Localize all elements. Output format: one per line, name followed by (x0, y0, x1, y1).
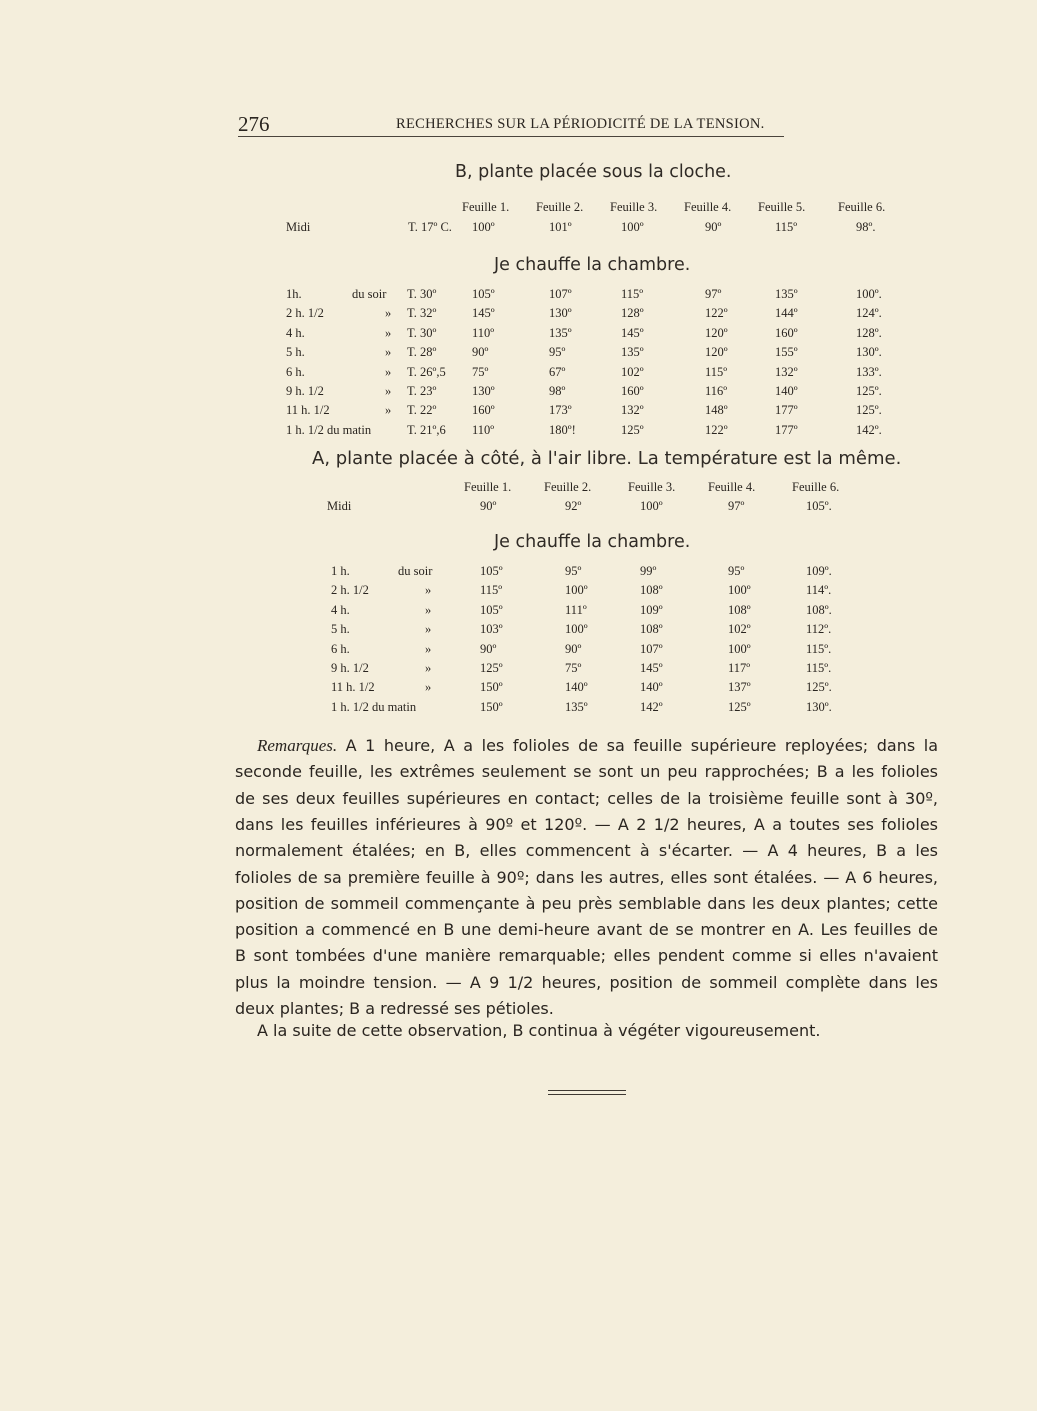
table-b-cell: 115º (705, 364, 728, 379)
table-a-row-time: 6 h. (331, 641, 350, 656)
table-b-row-note: » (385, 345, 392, 360)
table-a-midi-value: 90º (480, 499, 497, 513)
table-a-cell: 117º (728, 661, 751, 675)
table-b-midi-value: 115º (775, 220, 798, 234)
table-a-midi-value: 92º (565, 499, 582, 513)
table-b-cell: 120º (705, 345, 728, 360)
table-a-row-note: » (425, 583, 432, 598)
table-b-cell: 173º (549, 403, 572, 418)
table-b-row-note: du soir (352, 287, 387, 301)
table-b-cell: 128º. (856, 325, 882, 340)
table-b-subtitle: Je chauffe la chambre. (494, 255, 691, 275)
table-b-cell: 90º (472, 345, 489, 360)
table-b-cell: 132º (775, 364, 798, 379)
page-number: 276 (238, 112, 270, 136)
table-a-cell: 108º. (806, 602, 832, 617)
table-b-header: Feuille 6. (838, 200, 886, 214)
table-b-cell: 142º. (856, 422, 882, 437)
table-a-row-note: du soir (398, 564, 433, 578)
remarks-line: dans les feuilles inférieures à 90º et 120º. — A 2 1/2 heures, A a toutes ses folioles (235, 814, 938, 834)
table-b-cell: 110º (472, 325, 495, 340)
table-a-header: Feuille 3. (628, 480, 676, 494)
table-b-cell: 130º. (856, 345, 882, 360)
table-a-row-note: » (425, 641, 432, 656)
table-a-cell: 100º (565, 583, 588, 598)
table-a-cell: 100º (565, 622, 588, 637)
table-b-row-temp: T. 22º (407, 403, 437, 418)
table-a-midi-label: Midi (327, 499, 352, 513)
table-b-row-time: 6 h. (286, 364, 305, 379)
table-a-title: A, plante placée à côté, à l'air libre. La température est la même. (312, 448, 902, 469)
table-b-row-note: » (385, 384, 392, 398)
table-b-cell: 145º (621, 325, 644, 340)
table-a-cell: 135º (565, 699, 588, 714)
table-b-row-time: 11 h. 1/2 (286, 403, 330, 418)
table-b-row-time: 9 h. 1/2 (286, 384, 324, 398)
table-a-row-time: 9 h. 1/2 (331, 661, 369, 675)
table-b-cell: 155º (775, 345, 798, 360)
table-a-cell: 109º. (806, 564, 832, 578)
table-b-cell: 160º (775, 325, 798, 340)
table-b-row-temp: T. 26º,5 (407, 364, 446, 379)
table-b-cell: 115º (621, 287, 644, 301)
table-a-row-time: 2 h. 1/2 (331, 583, 369, 598)
table-a-row-note: » (425, 622, 432, 637)
table-a-midi-value: 105º. (806, 499, 832, 513)
table-a-row-time: 1 h. 1/2 du matin (331, 699, 417, 714)
table-b-cell: 135º (775, 287, 798, 301)
table-a-cell: 109º (640, 602, 663, 617)
table-a-header: Feuille 1. (464, 480, 512, 494)
table-b-row-temp: T. 30º (407, 325, 437, 340)
table-a-cell: 95º (728, 564, 745, 578)
table-a-cell: 111º (565, 602, 587, 617)
table-a-row-note: » (425, 680, 432, 695)
table-b-midi-value: 90º (705, 220, 722, 234)
table-b-cell: 120º (705, 325, 728, 340)
table-a-cell: 125º. (806, 680, 832, 695)
table-a-cell: 103º (480, 622, 503, 637)
table-b-header: Feuille 4. (684, 200, 732, 214)
table-a-row-note: » (425, 602, 432, 617)
table-b-row-temp: T. 21º,6 (407, 422, 446, 437)
table-a-cell: 108º (640, 622, 663, 637)
running-title: RECHERCHES SUR LA PÉRIODICITÉ DE LA TENSION. (396, 116, 765, 132)
remarks-line: position a commencé en B une demi-heure avant de se montrer en A. Les feuilles de (235, 920, 938, 940)
remarks-line: de ses deux feuilles supérieures en contact; celles de la troisième feuille sont à 30º, (235, 788, 938, 808)
end-rule-top (548, 1090, 626, 1091)
table-a-cell: 115º. (806, 641, 832, 656)
table-b-midi-value: 100º (621, 220, 644, 234)
table-b-cell: 145º (472, 306, 495, 321)
table-b-cell: 125º (621, 422, 644, 437)
table-b-header: Feuille 3. (610, 200, 658, 214)
table-a-cell: 142º (640, 699, 663, 714)
table-b-cell: 125º. (856, 384, 882, 398)
table-b-row-note: » (385, 325, 392, 340)
table-a-cell: 90º (565, 641, 582, 656)
table-b-cell: 133º. (856, 364, 882, 379)
table-b-midi-value: 101º (549, 220, 572, 234)
table-b-midi-label: Midi (286, 220, 311, 234)
table-b-cell: 177º (775, 403, 798, 418)
table-b-row-time: 1h. (286, 287, 302, 301)
table-b-cell: 95º (549, 345, 566, 360)
table-a-cell: 107º (640, 641, 663, 656)
remarks-line: B sont tombées d'une manière remarquable; elles pendent comme si elles n'avaient (235, 946, 938, 966)
table-a-row-time: 1 h. (331, 564, 350, 578)
table-b-cell: 98º (549, 384, 566, 398)
table-b-title: B, plante placée sous la cloche. (455, 162, 732, 182)
table-b-row-temp: T. 32º (407, 306, 437, 321)
table-a-cell: 100º (728, 641, 751, 656)
final-line: A la suite de cette observation, B continua à végéter vigoureusement. (257, 1021, 821, 1040)
table-a-cell: 90º (480, 641, 497, 656)
table-b-cell: 130º (549, 306, 572, 321)
table-b-cell: 102º (621, 364, 644, 379)
table-b-row-temp: T. 23º (407, 384, 437, 398)
table-a-cell: 150º (480, 680, 503, 695)
table-b-cell: 160º (621, 384, 644, 398)
table-b-row-note: » (385, 364, 392, 379)
table-a-cell: 102º (728, 622, 751, 637)
remarks-line: position de sommeil commençante à peu près semblable dans les deux plantes; cette (235, 893, 938, 913)
table-a-cell: 95º (565, 564, 582, 578)
table-b-row-time: 4 h. (286, 325, 305, 340)
table-b-row-temp: T. 28º (407, 345, 437, 360)
table-a-cell: 137º (728, 680, 751, 695)
remarks-line: deux plantes; B a redressé ses pétioles. (235, 999, 554, 1018)
table-a-cell: 75º (565, 661, 582, 675)
table-a-cell: 115º. (806, 661, 832, 675)
remarks-line: plus la moindre tension. — A 9 1/2 heures, position de sommeil complète dans les (235, 972, 938, 992)
table-b-cell: 130º (472, 384, 495, 398)
table-a-midi-value: 100º (640, 499, 663, 513)
table-b-midi-value: 100º (472, 220, 495, 234)
table-b-cell: 100º. (856, 287, 882, 301)
table-b-header: Feuille 1. (462, 200, 510, 214)
table-a-row-note: » (425, 661, 432, 675)
table-b-cell: 124º. (856, 306, 882, 321)
table-b-cell: 140º (775, 384, 798, 398)
table-a-row-time: 11 h. 1/2 (331, 680, 375, 695)
table-b-row-note: » (385, 306, 392, 321)
remarks-line (257, 733, 938, 759)
table-a-cell: 145º (640, 661, 663, 675)
table-a-cell: 100º (728, 583, 751, 598)
table-b-cell: 160º (472, 403, 495, 418)
table-b-cell: 122º (705, 422, 728, 437)
table-b-cell: 97º (705, 287, 722, 301)
table-b-cell: 177º (775, 422, 798, 437)
table-b-header: Feuille 2. (536, 200, 584, 214)
table-a-cell: 114º. (806, 583, 832, 598)
table-a-cell: 140º (640, 680, 663, 695)
table-b-row-time: 2 h. 1/2 (286, 306, 324, 321)
table-b-cell: 132º (621, 403, 644, 418)
table-a-subtitle: Je chauffe la chambre. (494, 532, 691, 552)
remarks-line-text: A 1 heure, A a les folioles de sa feuille supérieure reployées; dans la (337, 736, 938, 755)
table-b-cell: 135º (621, 345, 644, 360)
table-b-cell: 125º. (856, 403, 882, 418)
table-a-cell: 150º (480, 699, 503, 714)
table-a-header: Feuille 6. (792, 480, 840, 494)
remarks-line: seconde feuille, les extrêmes seulement se sont un peu rapprochées; B a les folioles (235, 762, 938, 782)
table-b-row-time: 1 h. 1/2 du matin (286, 422, 372, 437)
table-a-cell: 99º (640, 564, 657, 578)
table-b-cell: 105º (472, 287, 495, 301)
table-a-cell: 140º (565, 680, 588, 695)
table-a-cell: 105º (480, 564, 503, 578)
table-a-cell: 105º (480, 602, 503, 617)
table-b-cell: 128º (621, 306, 644, 321)
table-b-midi-temp: T. 17º C. (408, 220, 452, 234)
table-b-cell: 110º (472, 422, 495, 437)
table-a-cell: 112º. (806, 622, 832, 637)
table-a-header: Feuille 4. (708, 480, 756, 494)
header-rule (238, 136, 784, 137)
table-b-cell: 180º! (549, 422, 576, 437)
end-rule-bottom (548, 1094, 626, 1095)
table-a-cell: 125º (480, 661, 503, 675)
table-a-cell: 130º. (806, 699, 832, 714)
table-a-cell: 108º (640, 583, 663, 598)
table-a-header: Feuille 2. (544, 480, 592, 494)
table-b-cell: 107º (549, 287, 572, 301)
table-b-header: Feuille 5. (758, 200, 806, 214)
table-b-cell: 75º (472, 364, 489, 379)
table-b-midi-value: 98º. (856, 220, 876, 234)
table-b-cell: 116º (705, 384, 728, 398)
table-a-cell: 125º (728, 699, 751, 714)
remarks-line: normalement étalées; en B, elles commencent à s'écarter. — A 4 heures, B a les (235, 841, 938, 861)
table-a-row-time: 4 h. (331, 602, 350, 617)
table-b-cell: 148º (705, 403, 728, 418)
table-a-midi-value: 97º (728, 499, 745, 513)
table-a-row-time: 5 h. (331, 622, 350, 637)
table-b-row-temp: T. 30º (407, 287, 437, 301)
table-b-cell: 135º (549, 325, 572, 340)
table-b-row-note: » (385, 403, 392, 418)
table-a-cell: 115º (480, 583, 503, 598)
table-b-cell: 122º (705, 306, 728, 321)
table-b-cell: 144º (775, 306, 798, 321)
remarks-label: Remarques. (257, 736, 338, 755)
table-a-cell: 108º (728, 602, 751, 617)
table-b-cell: 67º (549, 364, 566, 379)
remarks-line: folioles de sa première feuille à 90º; dans les autres, elles sont étalées. — A 6 heures, (235, 867, 938, 887)
table-b-row-time: 5 h. (286, 345, 305, 360)
